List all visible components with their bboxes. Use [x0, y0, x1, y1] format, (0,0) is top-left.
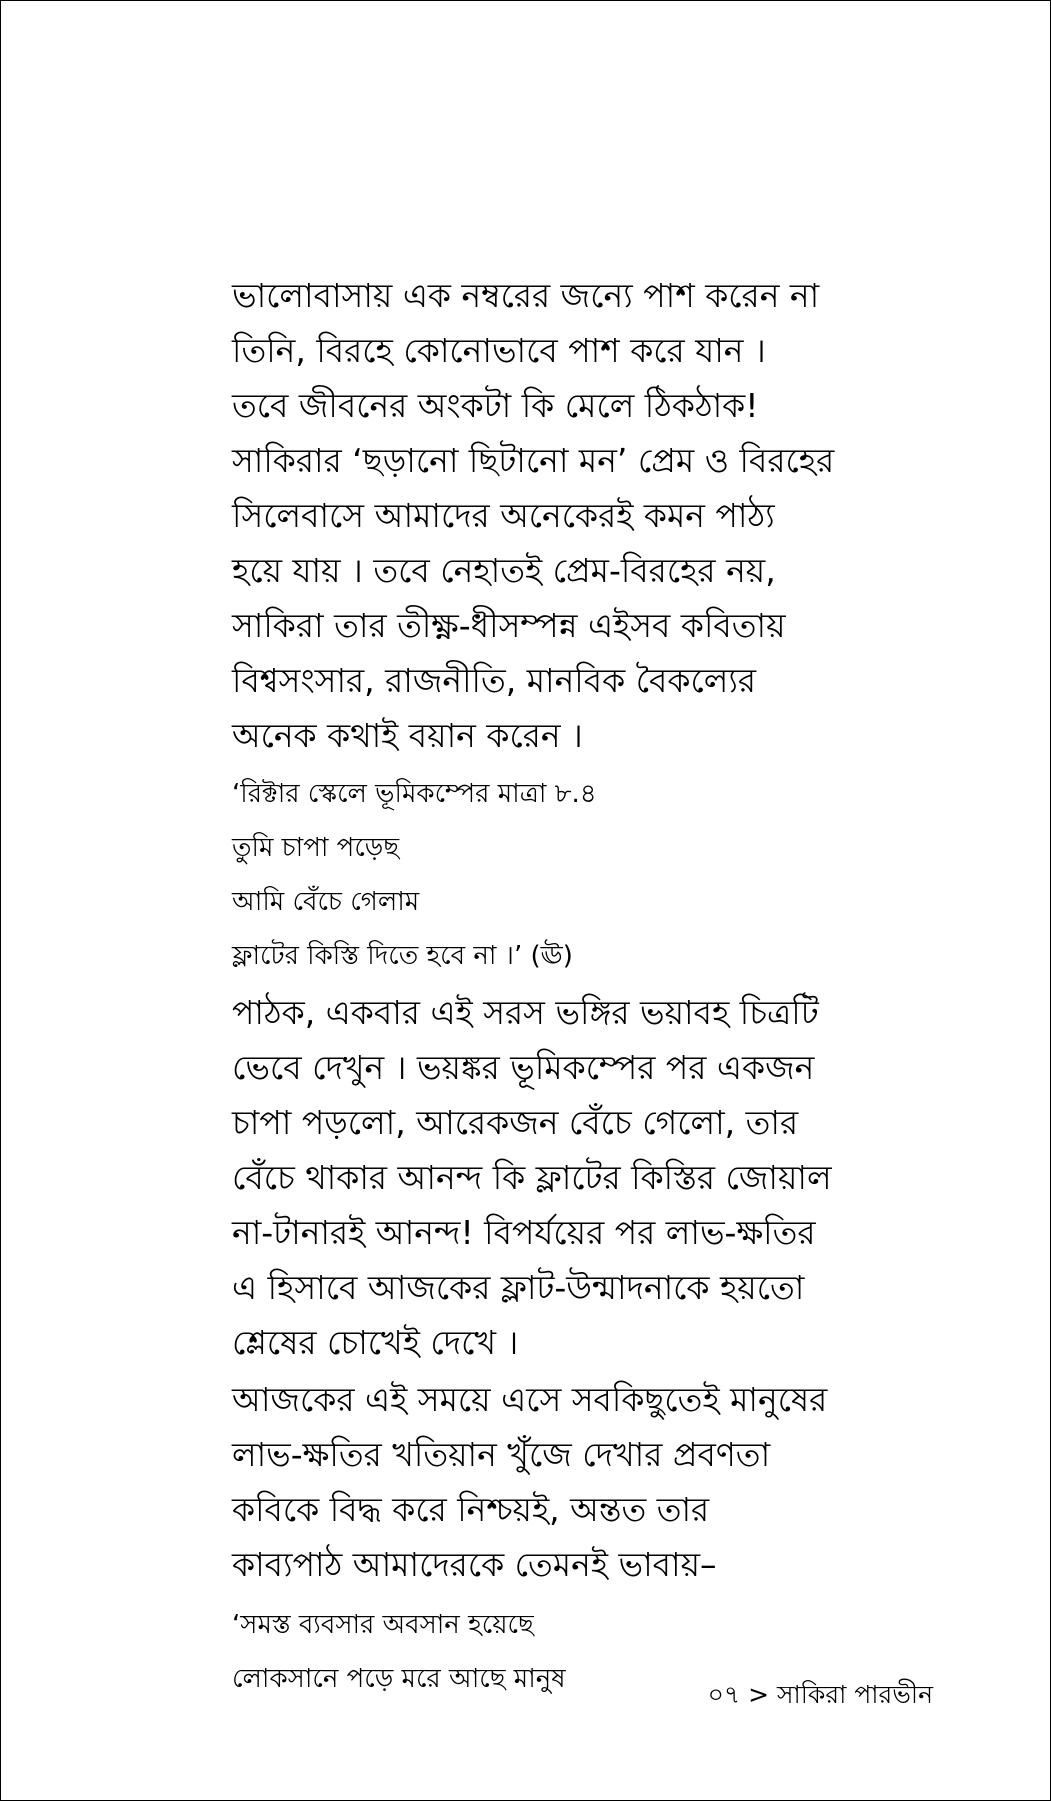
- prose-paragraph: [232, 1372, 972, 1592]
- text-line: হয়ে যায় । তবে নেহাতই প্রেম-বিরহের নয়,: [232, 551, 776, 590]
- text-line: এ হিসাবে আজকের ফ্লাট-উন্মাদনাকে হয়তো: [232, 1268, 805, 1307]
- page-body: [232, 268, 972, 1706]
- text-line: সাকিরা তার তীক্ষ্ণ-ধীসম্পন্ন এইসব কবিতায়: [232, 606, 786, 645]
- text-line: তবে জীবনের অংকটা কি মেলে ঠিকঠাক!: [232, 386, 759, 425]
- poem-line: ‘রিক্টার স্কেলে ভূমিকম্পের মাত্রা ৮.৪: [232, 779, 597, 809]
- text-line: বেঁচে থাকার আনন্দ কি ফ্লাটের কিস্তির জোয়াল: [232, 1158, 832, 1197]
- text-line: ভেবে দেখুন । ভয়ঙ্কর ভূমিকম্পের পর একজন: [232, 1048, 815, 1087]
- poem-line: ফ্লাটের কিস্তি দিতে হবে না ।’ (ঊ): [232, 941, 573, 971]
- text-line: তিনি, বিরহে কোনোভাবে পাশ করে যান ।: [232, 331, 766, 370]
- prose-paragraph: [232, 268, 972, 763]
- text-line: সিলেবাসে আমাদের অনেকেরই কমন পাঠ্য: [232, 496, 775, 535]
- poem-line: ‘সমস্ত ব্যবসার অবসান হয়েছে: [232, 1610, 534, 1640]
- text-line: অনেক কথাই বয়ান করেন ।: [232, 716, 583, 755]
- poem-line: তুমি চাপা পড়েছ: [232, 833, 400, 863]
- text-line: কাব্যপাঠ আমাদেরকে তেমনই ভাবায়–: [232, 1545, 717, 1584]
- text-line: লাভ-ক্ষতির খতিয়ান খুঁজে দেখার প্রবণতা: [232, 1435, 771, 1474]
- poem-quote: [232, 767, 972, 983]
- text-line: সাকিরার ‘ছড়ানো ছিটানো মন’ প্রেম ও বিরহের: [232, 441, 835, 480]
- text-line: পাঠক, একবার এই সরস ভঙ্গির ভয়াবহ চিত্রটি: [232, 993, 819, 1032]
- text-line: না-টানারই আনন্দ! বিপর্যয়ের পর লাভ-ক্ষতির: [232, 1213, 816, 1252]
- poem-line: লোকসানে পড়ে মরে আছে মানুষ: [232, 1664, 566, 1694]
- poem-line: আমি বেঁচে গেলাম: [232, 887, 420, 917]
- text-line: শ্লেষের চোখেই দেখে ।: [232, 1323, 519, 1362]
- text-line: আজকের এই সময়ে এসে সবকিছুতেই মানুষের: [232, 1380, 828, 1419]
- text-line: চাপা পড়লো, আরেকজন বেঁচে গেলো, তার: [232, 1103, 799, 1142]
- text-line: কবিকে বিদ্ধ করে নিশ্চয়ই, অন্তত তার: [232, 1490, 710, 1529]
- prose-paragraph: [232, 985, 972, 1370]
- page-footer: ০৭ > সাকিরা পারভীন: [707, 1680, 933, 1709]
- text-line: বিশ্বসংসার, রাজনীতি, মানবিক বৈকল্যের: [232, 661, 757, 700]
- text-line: ভালোবাসায় এক নম্বরের জন্যে পাশ করেন না: [232, 276, 820, 315]
